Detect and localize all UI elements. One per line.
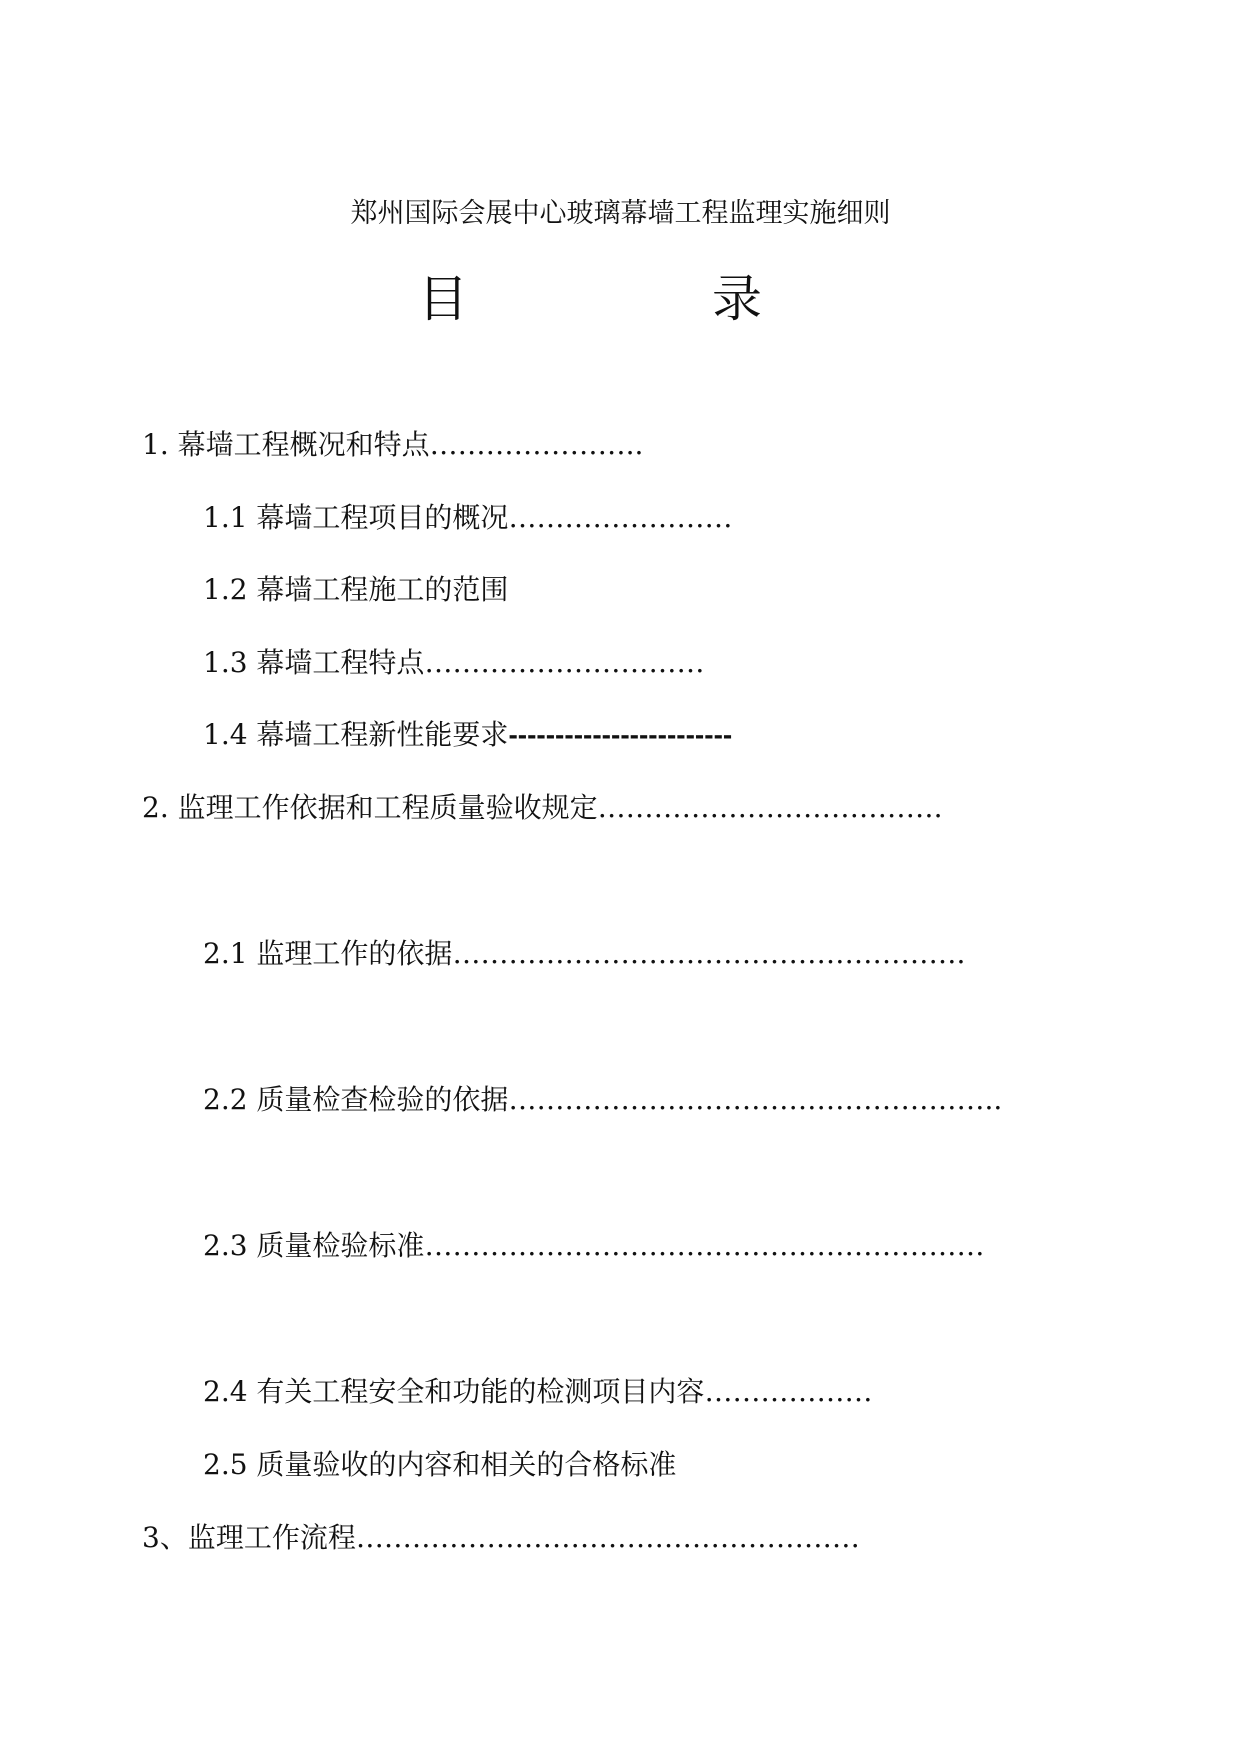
toc-entry-3[interactable] [142, 1518, 860, 1558]
toc-entry-title: 2. 监理工作依据和工程质量验收规定 [142, 791, 598, 824]
toc-leader: …………………………………………………… [424, 1229, 985, 1262]
toc-entry-1[interactable] [142, 425, 643, 465]
toc-entry-title: 2.5 质量验收的内容和相关的合格标准 [203, 1448, 677, 1481]
toc-entry-2-3[interactable] [203, 1226, 984, 1266]
toc-leader: ------------------------ [508, 719, 733, 750]
toc-leader: ………………….. [429, 428, 644, 461]
toc-entry-1-2[interactable] [203, 570, 508, 610]
toc-entry-title: 2.4 有关工程安全和功能的检测项目内容 [203, 1375, 705, 1408]
toc-entry-2-2[interactable] [203, 1080, 1002, 1120]
toc-leader: ……………………………………………… [355, 1521, 860, 1554]
toc-entry-title: 1. 幕墙工程概况和特点 [142, 428, 430, 461]
toc-heading-char-1: 目 [418, 270, 468, 328]
toc-entry-title: 2.2 质量检查检验的依据 [203, 1083, 509, 1116]
toc-leader: …………………… [508, 501, 733, 534]
toc-entry-title: 2.3 质量检验标准 [203, 1229, 425, 1262]
toc-entry-title: 2.1 监理工作的依据 [203, 937, 453, 970]
toc-entry-title: 1.1 幕墙工程项目的概况 [203, 501, 509, 534]
toc-leader: ………………………………………………. [452, 937, 966, 970]
toc-entry-1-3[interactable] [203, 643, 704, 683]
toc-entry-2-5[interactable] [203, 1445, 676, 1485]
toc-heading-char-2: 录 [712, 270, 762, 328]
toc-entry-2-4[interactable] [203, 1372, 872, 1412]
toc-entry-title: 3、监理工作流程 [142, 1521, 356, 1554]
toc-heading [0, 264, 1241, 334]
document-subtitle: 郑州国际会展中心玻璃幕墙工程监理实施细则 [350, 198, 891, 229]
toc-entry-title: 1.4 幕墙工程新性能要求 [203, 718, 509, 751]
toc-entry-title: 1.3 幕墙工程特点 [203, 646, 425, 679]
toc-leader: ………………………………. [597, 791, 943, 824]
toc-leader: …………………………………………….. [508, 1083, 1003, 1116]
toc-entry-2[interactable] [142, 788, 943, 828]
toc-entry-2-1[interactable] [203, 934, 965, 974]
toc-entry-title: 1.2 幕墙工程施工的范围 [203, 573, 509, 606]
toc-entry-1-1[interactable] [203, 498, 732, 538]
toc-leader: ………………………… [424, 646, 705, 679]
toc-leader: ……………… [704, 1375, 873, 1408]
toc-entry-1-4[interactable] [203, 715, 732, 755]
